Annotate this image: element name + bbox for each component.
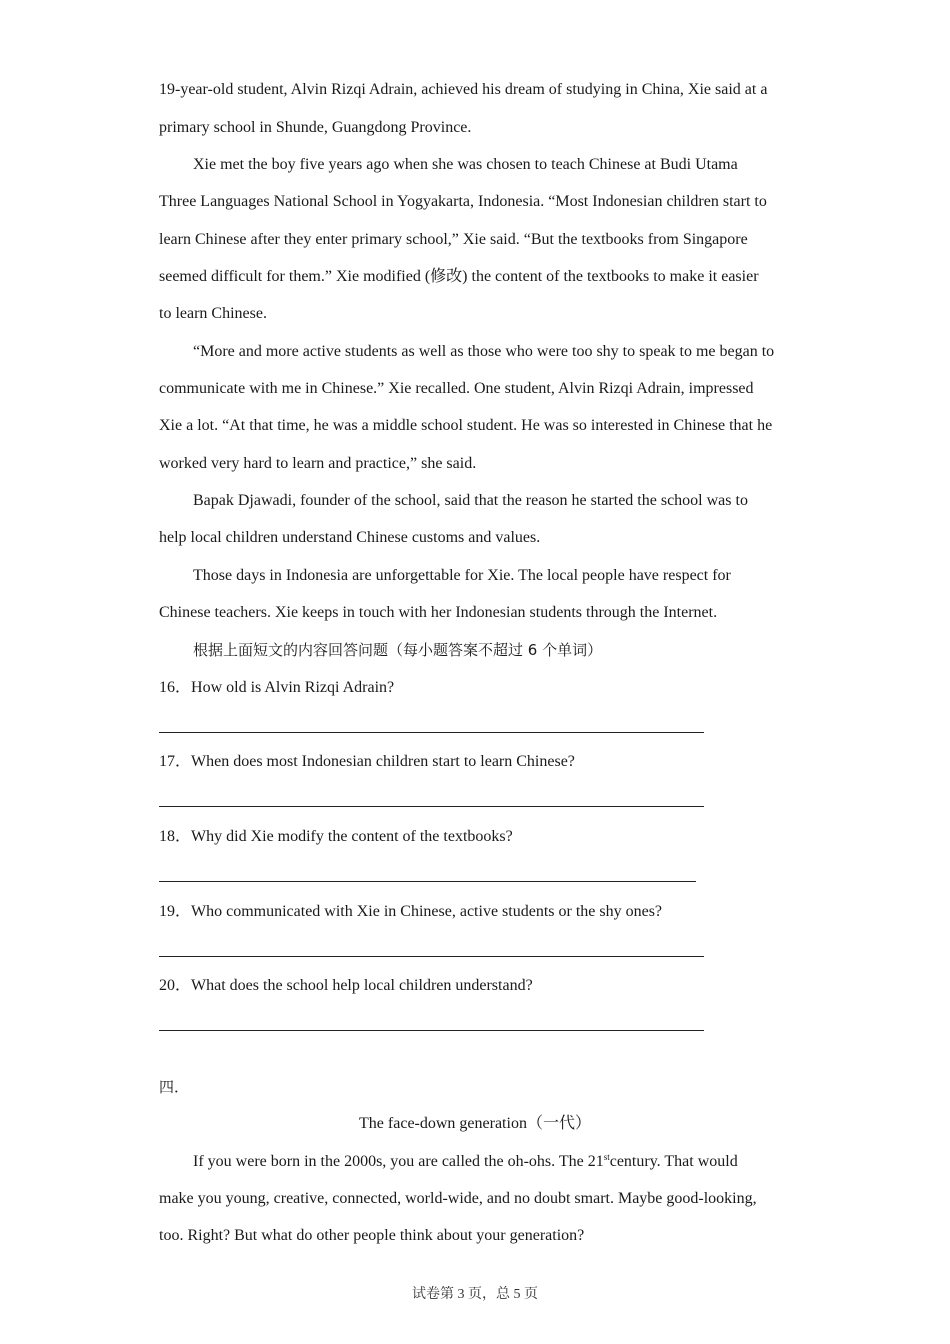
passage-line: Xie a lot. “At that time, he was a middle school student. He was so interested in Chinese that he (159, 417, 773, 434)
passage-line: Xie met the boy five years ago when she was chosen to teach Chinese at Budi Utama (193, 156, 738, 173)
answer-line-20[interactable] (159, 1030, 704, 1031)
question-text: When does most Indonesian children start to learn Chinese? (191, 753, 575, 770)
answer-line-19[interactable] (159, 956, 704, 957)
passage-line: learn Chinese after they enter primary school,” Xie said. “But the textbooks from Singapore (159, 231, 748, 248)
passage-line: worked very hard to learn and practice,” she said. (159, 455, 477, 472)
answer-line-18[interactable] (159, 881, 696, 882)
question-text: Who communicated with Xie in Chinese, active students or the shy ones? (191, 903, 663, 920)
answer-line-17[interactable] (159, 806, 704, 807)
passage-line: “More and more active students as well as those who were too shy to speak to me began to (193, 343, 775, 360)
question-number: 19． (159, 903, 192, 920)
question-number: 16． (159, 679, 192, 696)
passage-line: help local children understand Chinese customs and values. (159, 529, 541, 546)
passage-line: Three Languages National School in Yogyakarta, Indonesia. “Most Indonesian children start to (159, 193, 767, 210)
section-label: 四． (159, 1078, 190, 1096)
question-text: How old is Alvin Rizqi Adrain? (191, 679, 395, 696)
question-number: 17． (159, 753, 192, 770)
passage-line: 19-year-old student, Alvin Rizqi Adrain, achieved his dream of studying in China, Xie said at a (159, 81, 768, 98)
question-text: Why did Xie modify the content of the textbooks? (191, 828, 513, 845)
passage-line: to learn Chinese. (159, 305, 267, 322)
passage-line: communicate with me in Chinese.” Xie recalled. One student, Alvin Rizqi Adrain, impressed (159, 380, 754, 397)
question-17 (159, 752, 575, 772)
question-18 (159, 827, 513, 847)
passage-line: Those days in Indonesia are unforgettable for Xie. The local people have respect for (193, 567, 731, 584)
passage-line (193, 1152, 738, 1172)
question-20 (159, 976, 533, 996)
passage-line: Bapak Djawadi, founder of the school, said that the reason he started the school was to (193, 492, 748, 509)
passage-line: too. Right? But what do other people think about your generation? (159, 1227, 585, 1244)
superscript: st (603, 1152, 610, 1162)
passage-text: century. That would (609, 1153, 738, 1170)
passage-line: Chinese teachers. Xie keeps in touch with her Indonesian students through the Internet. (159, 604, 718, 621)
page-footer: 试卷第 3 页，总 5 页 (412, 1287, 538, 1302)
passage-text: If you were born in the 2000s, you are called the oh-ohs. The 21 (193, 1153, 604, 1170)
passage-title: The face-down generation（一代） (359, 1115, 591, 1132)
question-text: What does the school help local children understand? (191, 977, 533, 994)
question-16 (159, 678, 394, 698)
question-number: 20． (159, 977, 192, 994)
passage-line: primary school in Shunde, Guangdong Province. (159, 119, 472, 136)
answer-line-16[interactable] (159, 732, 704, 733)
question-19 (159, 902, 662, 922)
passage-line: make you young, creative, connected, world-wide, and no doubt smart. Maybe good-looking, (159, 1190, 757, 1207)
passage-line: seemed difficult for them.” Xie modified (修改) the content of the textbooks to make it easier (159, 268, 759, 285)
instructions: 根据上面短文的内容回答问题（每小题答案不超过 6 个单词） (193, 641, 603, 659)
question-number: 18． (159, 828, 192, 845)
